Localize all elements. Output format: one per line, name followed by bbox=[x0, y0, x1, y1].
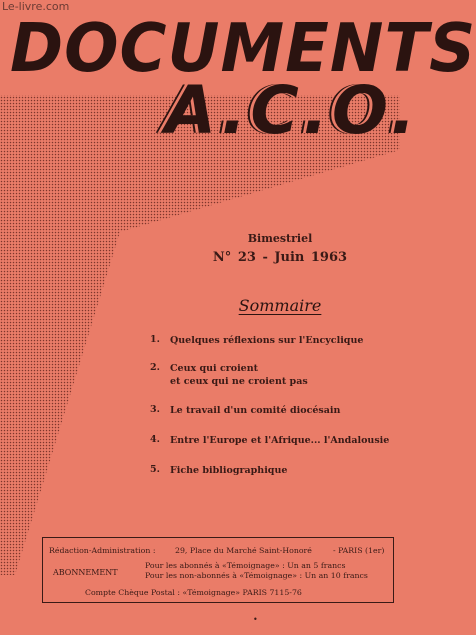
contents-item-number: 4. bbox=[150, 434, 160, 445]
redaction-city: - PARIS (1er) bbox=[333, 546, 385, 555]
subscription-line-2: Pour les non-abonnés à «Témoignage» : Un an 10 francs bbox=[145, 571, 368, 580]
redaction-label: Rédaction-Administration : bbox=[49, 546, 156, 555]
contents-item-number: 3. bbox=[150, 404, 160, 415]
contents-item-text: Entre l'Europe et l'Afrique... l'Andalousie bbox=[170, 435, 390, 446]
periodicity-label: Bimestriel bbox=[247, 232, 313, 245]
redaction-address: 29, Place du Marché Saint-Honoré bbox=[175, 546, 312, 555]
publisher-info-box bbox=[42, 537, 394, 603]
subscription-label: ABONNEMENT bbox=[53, 568, 118, 577]
contents-item-number: 1. bbox=[150, 334, 160, 345]
summary-heading: Sommaire bbox=[238, 296, 322, 315]
postal-account: Compte Chèque Postal : «Témoignage» PARIS 7115-76 bbox=[85, 588, 302, 597]
watermark-text: Le-livre.com bbox=[2, 0, 70, 13]
cover-title: DOCUMENTS bbox=[10, 10, 476, 88]
contents-item-text: Quelques réflexions sur l'Encyclique bbox=[170, 335, 364, 346]
contents-item-number: 2. bbox=[150, 362, 160, 373]
subscription-line-1: Pour les abonnés à «Témoignage» : Un an 5 francs bbox=[145, 561, 346, 570]
contents-item-text: Fiche bibliographique bbox=[170, 465, 288, 476]
page-mark: • bbox=[253, 615, 258, 624]
contents-item-text: Le travail d'un comité diocésain bbox=[170, 405, 341, 416]
contents-item-text: Ceux qui croient et ceux qui ne croient pas bbox=[170, 363, 308, 387]
issue-number: N° 23 - Juin 1963 bbox=[212, 250, 348, 265]
contents-item-number: 5. bbox=[150, 464, 160, 475]
cover-title-aco: A.C.O. bbox=[165, 72, 420, 149]
